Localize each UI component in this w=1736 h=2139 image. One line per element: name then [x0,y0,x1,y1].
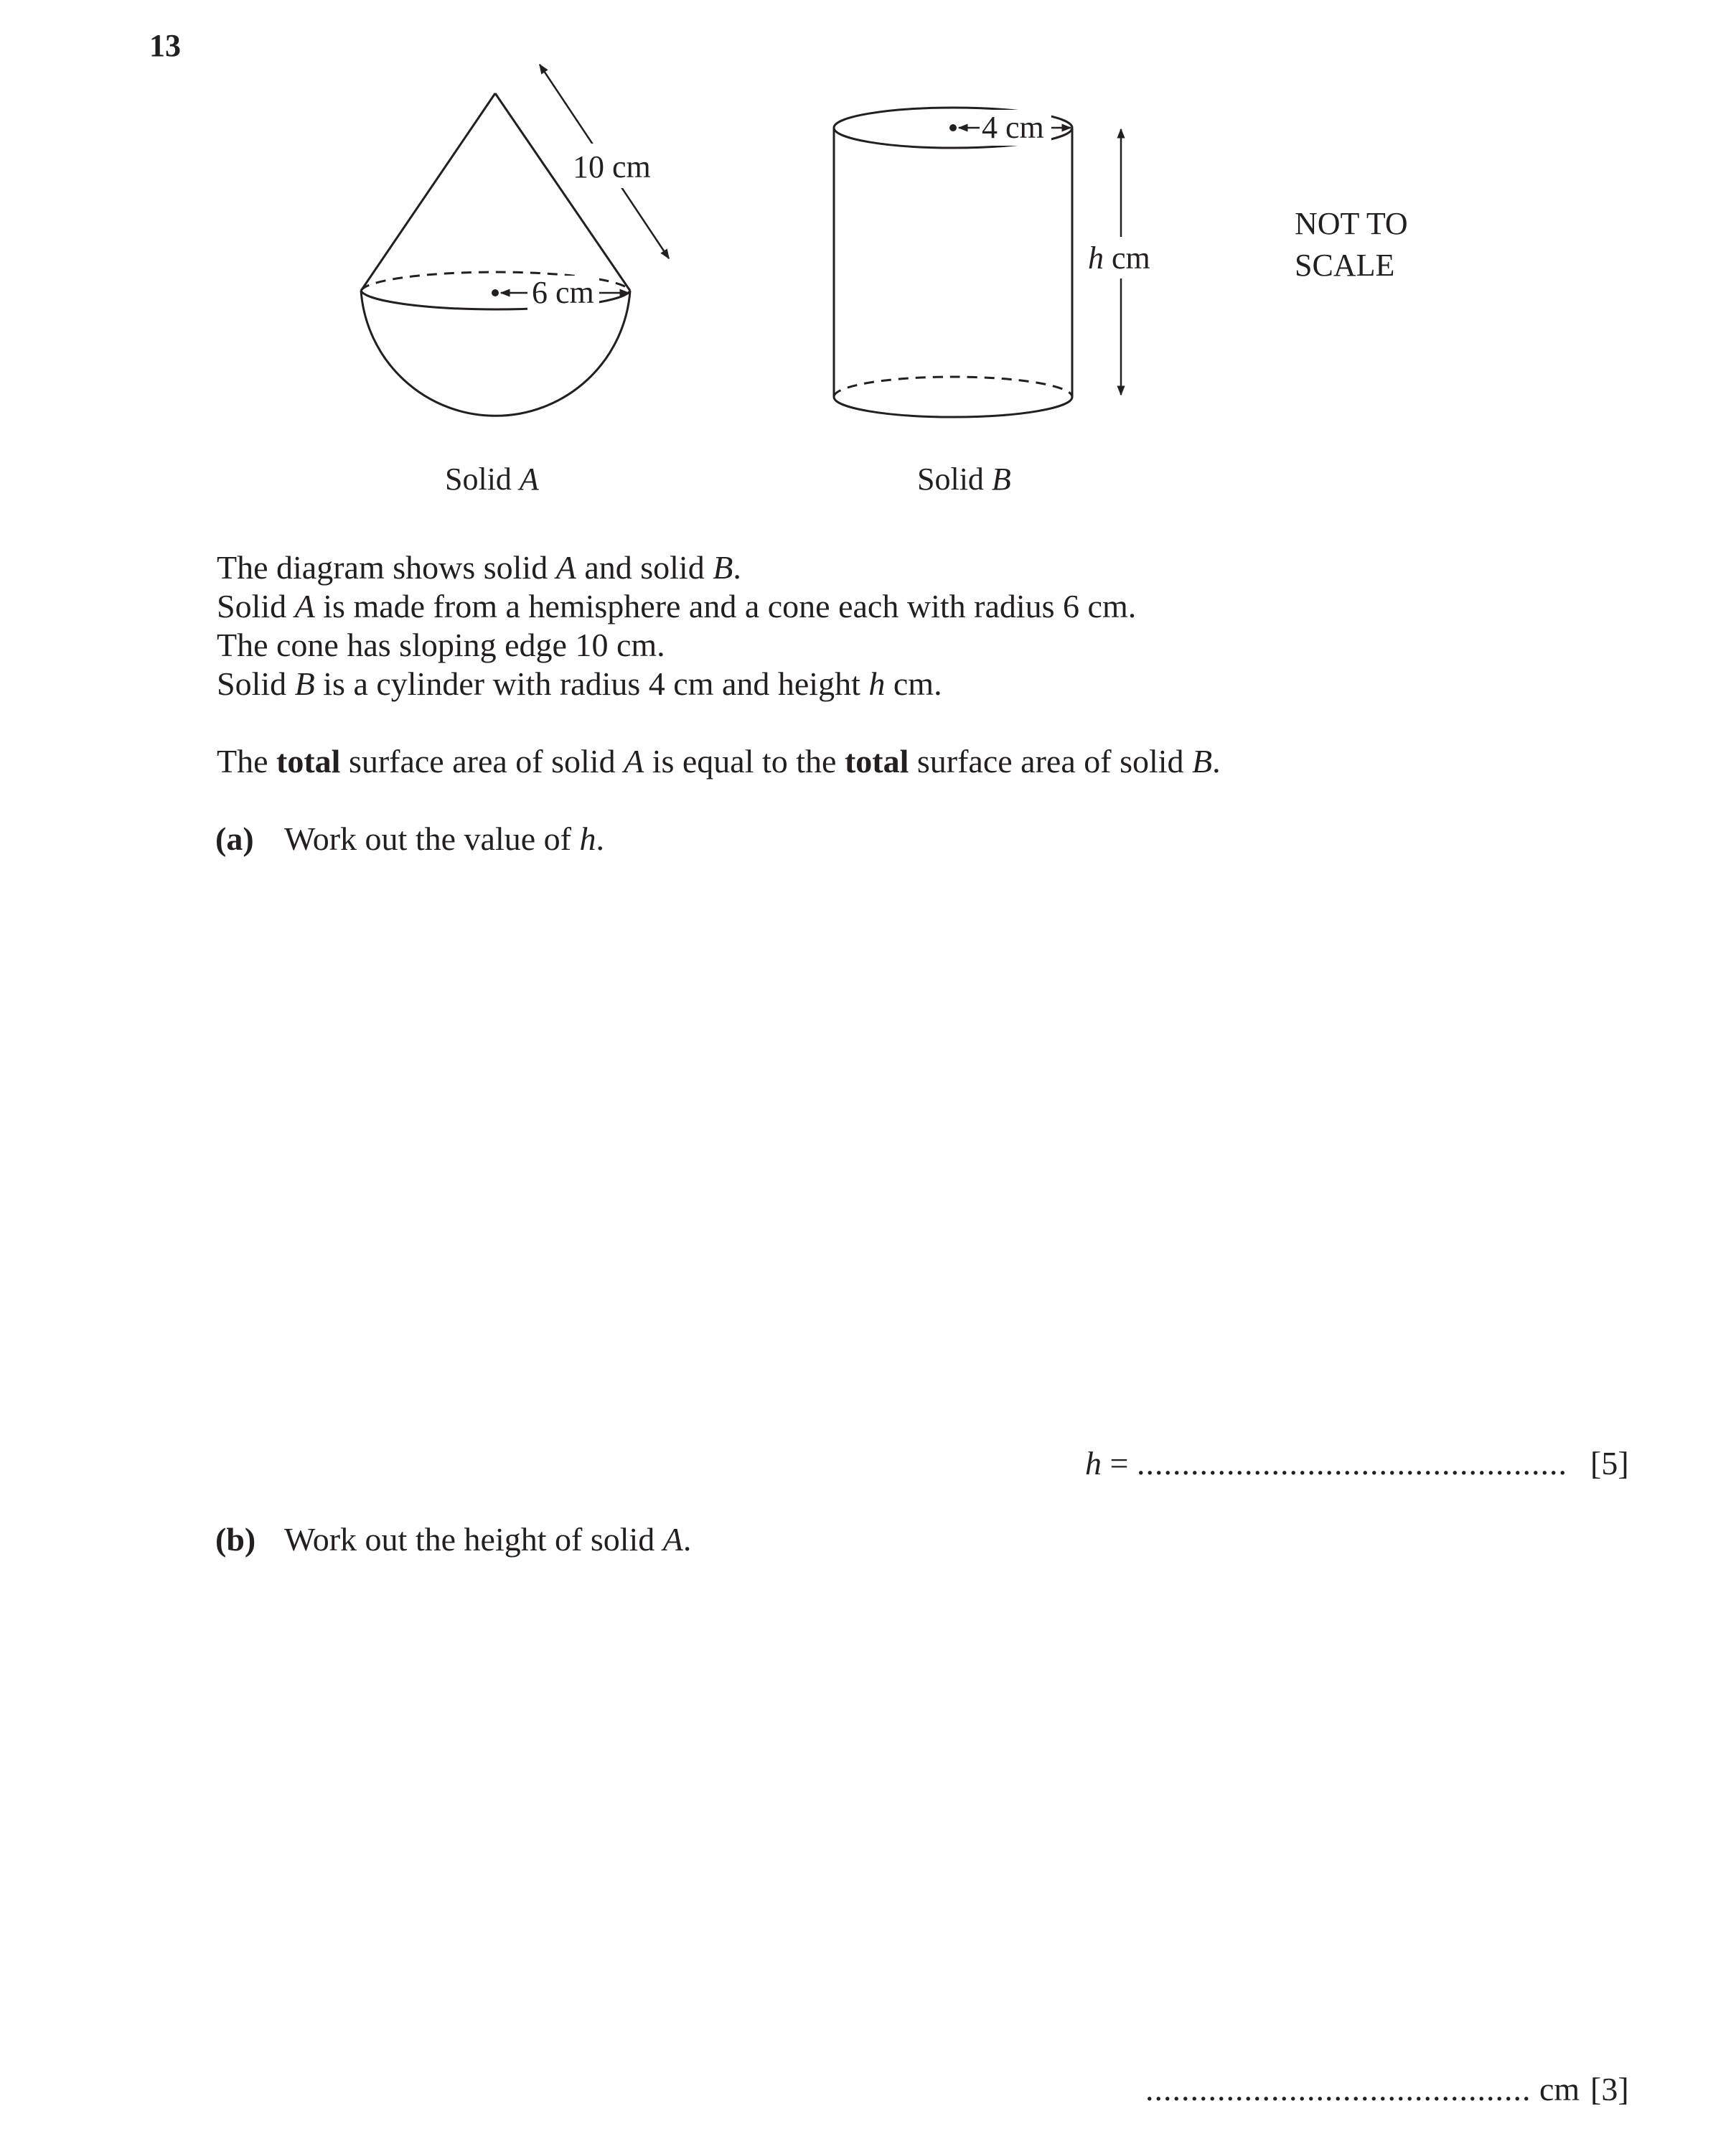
part-b-answer-field[interactable]: ........................................... [1145,2071,1531,2107]
part-b-marks: [3] [1590,2071,1629,2107]
part-a-question: Work out the value of h. [284,820,604,857]
solid-a-shape [361,93,630,416]
intro-line-3: The cone has sloping edge 10 cm. [217,627,665,663]
intro-line-1: The diagram shows solid A and solid B. [217,549,741,586]
solid-a-radius-label: 6 cm [532,275,594,310]
part-b-question: Work out the height of solid A. [284,1521,692,1558]
intro-line-5: The total surface area of solid A is equal to the total surface area of solid B. [217,743,1221,780]
intro-line-4: Solid B is a cylinder with radius 4 cm and height h cm. [217,665,942,702]
solids-diagram [0,0,1736,546]
solid-b-height-label: h cm [1088,240,1150,276]
solid-a-label: Solid A [445,462,539,497]
part-a-marks: [5] [1590,1445,1629,1482]
solid-b-shape [834,108,1072,417]
part-a-answer-line: h = ................................................ [1085,1445,1567,1482]
part-b-answer-line: ........................................... cm [1145,2071,1580,2107]
part-b-label: (b) [215,1521,256,1558]
part-a-label: (a) [215,820,254,857]
solid-a-slant-label: 10 cm [573,149,651,184]
not-to-scale-line2: SCALE [1295,248,1395,283]
not-to-scale-line1: NOT TO [1295,206,1408,241]
intro-line-2: Solid A is made from a hemisphere and a cone each with radius 6 cm. [217,588,1137,624]
solid-b-label: Solid B [917,462,1011,497]
solid-b-radius-label: 4 cm [982,110,1044,145]
part-a-answer-field[interactable]: ................................................ [1136,1445,1567,1482]
question-number: 13 [149,28,181,63]
